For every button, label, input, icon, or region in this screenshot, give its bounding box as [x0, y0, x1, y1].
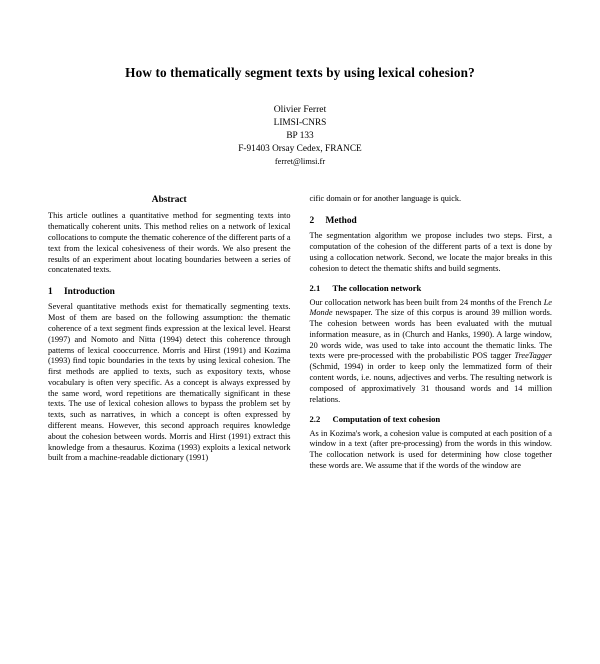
method-paragraph-1: The segmentation algorithm we propose includes two steps. First, a computation of the cohesion of the different parts of a text is done by using a collocation network. Second, we locate the major breaks in this cohesion to detect the thematic shifts and build segments. [309, 231, 552, 273]
subsection-heading-collocation-network [310, 283, 553, 294]
abstract-text: This article outlines a quantitative method for segmenting texts into thematically coherent units. This method relies on a network of lexical collocations to compute the thematic coherence of the different parts of a text from the lexical cohesiveness of their words. We also present the results of an experiment about locating boundaries between a series of concatenated texts. [48, 211, 291, 275]
introduction-paragraph-1: Several quantitative methods exist for thematically segmenting texts. Most of them are based on the following assumption: the thematic coherence of a text segment finds expression at the lexical level. Hearst (1997) and Nomoto and Nitta (1994) detect this coherence through patterns of lexical cooccurrence. Morris and Hirst (1991) and Kozima (1993) find topic boundaries in the texts by using lexical cohesion. The first methods are applied to texts, such as expository texts, whose vocabulary is often very specific. As a concept is always expressed by the same word, word repetitions are thematically significant in these texts. The use of lexical cohesion allows to bypass the problem set by texts, such as narratives, in which a concept is often expressed by different means. However, this second approach requires knowledge about the cohesion between words. Morris and Hirst (1991) extract this knowledge from a thesaurus. Kozima (1993) exploits a lexical network built from a machine-readable dictionary (1991) [48, 302, 291, 463]
page-title: How to thematically segment texts by using lexical cohesion? [125, 65, 475, 80]
section-number: 2 [309, 216, 315, 227]
method-continuation-text: cific domain or for another language is quick. [309, 194, 462, 204]
collocation-network-paragraph-1 [310, 298, 553, 406]
author-address-2: F-91403 Orsay Cedex, FRANCE [238, 144, 362, 155]
text-run-a: Our collocation network has been built from 24 months of the French [309, 297, 544, 307]
two-column-body [48, 194, 552, 471]
section-heading-introduction [48, 286, 291, 298]
subsection-heading-text-cohesion [310, 414, 553, 425]
author-address-1: BP 133 [286, 130, 314, 141]
right-column [310, 194, 553, 471]
section-heading-method [310, 215, 553, 227]
text-cohesion-paragraph-1: As in Kozima's work, a cohesion value is computed at each position of a window in a text (after pre-processing) from the words in this window. The collocation network is used for determining how close together these words are. We assume that if the words of the window are [309, 428, 552, 470]
section-title: Method [325, 216, 357, 227]
subsection-title: The collocation network [332, 283, 422, 294]
subsection-number: 2.1 [309, 283, 321, 294]
left-column [48, 194, 291, 471]
section-number: 1 [48, 287, 53, 298]
author-affiliation: LIMSI-CNRS [273, 117, 327, 128]
author-email: ferret@limsi.fr [274, 157, 326, 167]
subsection-number: 2.2 [309, 414, 321, 425]
subsection-title: Computation of text cohesion [332, 414, 441, 425]
italic-treetagger: TreeTagger [514, 351, 552, 361]
abstract-heading: Abstract [151, 195, 187, 206]
text-run-c: (Schmid, 1994) in order to keep only the lemmatized form of their content words, i.e. nouns, adjectives and verbs. The resulting network is composed of approximatively 31 thousand words and 14 million relations. [309, 362, 552, 404]
author-block [0, 103, 600, 168]
text-run-b: newspaper. The size of this corpus is around 39 million words. The cohesion between words has been evaluated with the mutual information measure, as in (Church and Hanks, 1990). A large window, 20 words wide, was used to take into account the thematic links. The texts were pre-processed with the probabilistic POS tagger [309, 308, 552, 361]
section-title: Introduction [64, 287, 115, 298]
italic-le-monde: Le Monde [309, 297, 552, 318]
author-name: Olivier Ferret [273, 104, 327, 116]
paper-page [0, 64, 600, 664]
